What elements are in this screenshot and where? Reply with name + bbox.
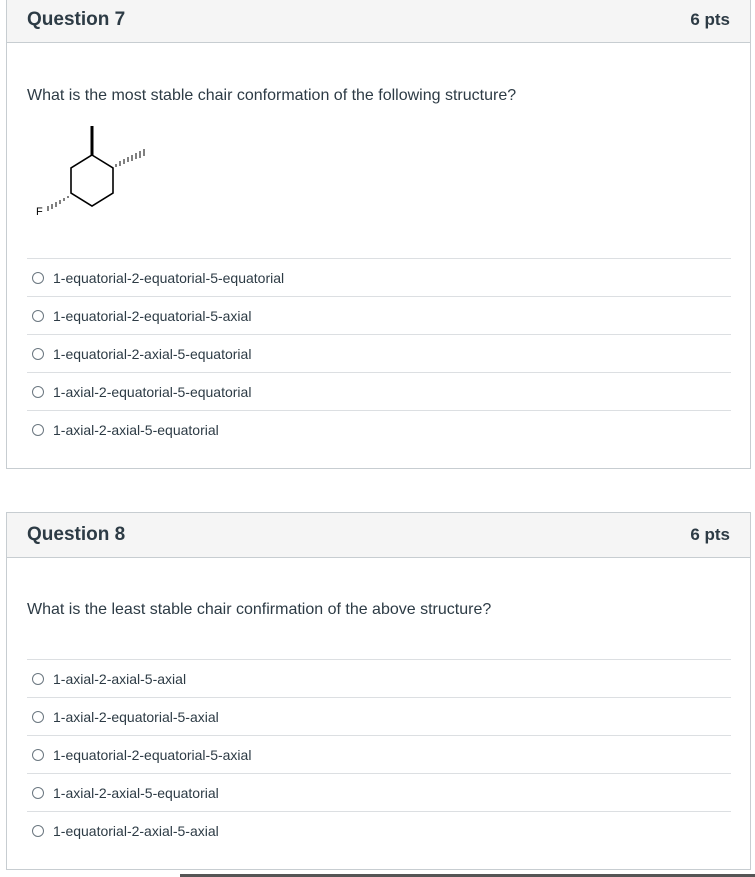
fluorine-label: F (36, 206, 43, 218)
answer-label: 1-equatorial-2-equatorial-5-axial (53, 746, 252, 763)
radio-button[interactable] (32, 825, 44, 837)
answer-list (27, 659, 731, 849)
answer-label: 1-axial-2-axial-5-axial (53, 670, 187, 687)
answer-label: 1-equatorial-2-axial-5-equatorial (53, 345, 252, 362)
question-text: What is the most stable chair conformation of the following structure? (27, 87, 517, 104)
radio-button[interactable] (32, 787, 44, 799)
question-points: 6 pts (690, 10, 730, 29)
question-8-card (6, 512, 751, 870)
radio-button[interactable] (32, 348, 44, 360)
question-title: Question 8 (27, 524, 126, 545)
question-title: Question 7 (27, 9, 126, 30)
hashed-bond-fluorine (48, 196, 68, 211)
question-header (7, 0, 750, 43)
answer-option[interactable] (27, 296, 731, 334)
answer-label: 1-equatorial-2-axial-5-axial (53, 822, 219, 839)
answer-option[interactable] (27, 735, 731, 773)
radio-button[interactable] (32, 711, 44, 723)
answer-option[interactable] (27, 334, 731, 372)
radio-button[interactable] (32, 749, 44, 761)
molecule-structure-diagram (27, 118, 157, 228)
cyclohexane-ring (71, 155, 113, 206)
answer-label: 1-equatorial-2-equatorial-5-axial (53, 307, 252, 324)
question-7-card (6, 0, 751, 469)
answer-option[interactable] (27, 659, 731, 697)
answer-label: 1-axial-2-equatorial-5-axial (53, 708, 219, 725)
answer-option[interactable] (27, 773, 731, 811)
answer-option[interactable] (27, 697, 731, 735)
radio-button[interactable] (32, 424, 44, 436)
answer-label: 1-axial-2-axial-5-equatorial (53, 421, 219, 438)
radio-button[interactable] (32, 272, 44, 284)
question-points: 6 pts (690, 525, 730, 544)
answer-option[interactable] (27, 258, 731, 296)
answer-label: 1-axial-2-equatorial-5-equatorial (53, 383, 252, 400)
radio-button[interactable] (32, 386, 44, 398)
question-text: What is the least stable chair confirmation of the above structure? (27, 601, 492, 618)
question-header (7, 513, 750, 558)
hashed-bond-methyl (116, 149, 144, 167)
answer-label: 1-equatorial-2-equatorial-5-equatorial (53, 269, 285, 286)
answer-label: 1-axial-2-axial-5-equatorial (53, 784, 219, 801)
answer-option[interactable] (27, 410, 731, 448)
radio-button[interactable] (32, 310, 44, 322)
answer-option[interactable] (27, 811, 731, 849)
radio-button[interactable] (32, 673, 44, 685)
answer-option[interactable] (27, 372, 731, 410)
answer-list (27, 258, 731, 448)
